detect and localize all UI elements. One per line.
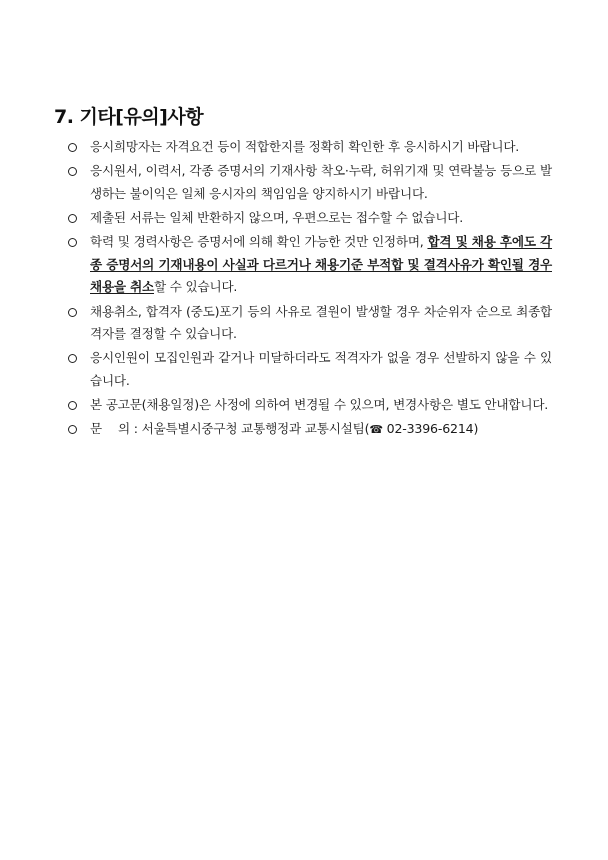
list-item — [68, 301, 552, 346]
list-item — [68, 207, 552, 230]
circle-bullet-icon — [68, 143, 77, 152]
item-text: 본 공고문(채용일정)은 사정에 의하여 변경될 수 있으며, 변경사항은 별도 안내합니다. — [90, 397, 549, 413]
item-text: 응시인원이 모집인원과 같거나 미달하더라도 적격자가 없을 경우 선발하지 않을 수 있습니다. — [90, 350, 552, 388]
circle-bullet-icon — [68, 214, 77, 223]
item-emphasis-text: 합격 및 채용 후에도 각종 증명서의 기재내용이 사실과 다르거나 채용기준 부적합 및 결격사유가 확인될 경우 채용을 취소 — [90, 234, 553, 295]
item-text: 응시원서, 이력서, 각종 증명서의 기재사항 착오·누락, 허위기재 및 연락불능 등으로 발생하는 불이익은 일체 응시자의 책임임을 양지하시기 바랍니다. — [90, 163, 552, 201]
contact-department: 서울특별시중구청 교통행정과 교통시설팀( — [141, 421, 370, 437]
contact-separator: : — [133, 421, 138, 437]
item-text: 학력 및 경력사항은 증명서에 의해 확인 가능한 것만 인정하며, — [90, 234, 428, 250]
list-item — [68, 394, 552, 417]
notice-list — [68, 136, 552, 443]
item-text: 할 수 있습니다. — [154, 279, 238, 295]
list-item — [68, 160, 552, 205]
list-item — [68, 231, 552, 299]
circle-bullet-icon — [68, 354, 77, 363]
circle-bullet-icon — [68, 425, 77, 434]
phone-icon: ☎ — [369, 423, 383, 437]
contact-phone: 02-3396-6214) — [382, 421, 479, 437]
circle-bullet-icon — [68, 401, 77, 410]
circle-bullet-icon — [68, 238, 77, 247]
circle-bullet-icon — [68, 167, 77, 176]
contact-label-b: 의 — [117, 421, 130, 437]
list-item — [68, 347, 552, 392]
contact-label-a: 문 — [90, 421, 102, 437]
contact-item — [68, 418, 552, 442]
item-text: 응시희망자는 자격요건 등이 적합한지를 정확히 확인한 후 응시하시기 바랍니다. — [90, 139, 520, 154]
circle-bullet-icon — [68, 308, 77, 317]
list-item — [68, 136, 552, 159]
item-text: 제출된 서류는 일체 반환하지 않으며, 우편으로는 접수할 수 없습니다. — [90, 209, 464, 225]
item-text: 채용취소, 합격자 (중도)포기 등의 사유로 결원이 발생할 경우 차순위자 순으로 최종합격자를 결정할 수 있습니다. — [90, 303, 552, 342]
section-title: 7. 기타[유의]사항 — [54, 106, 204, 128]
